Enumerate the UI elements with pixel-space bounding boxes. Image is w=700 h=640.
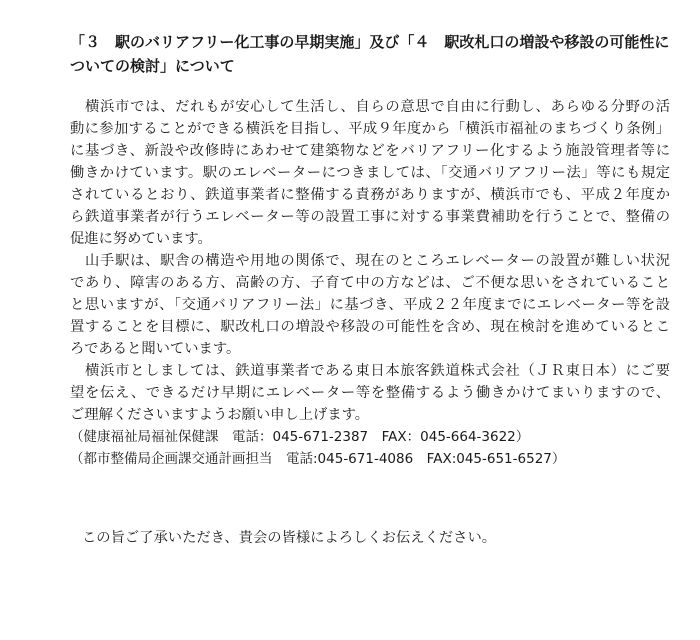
section-heading (70, 30, 670, 78)
paragraph-2-line-2: であり、障害のある方、高齢の方、子育て中の方などは、ご不便な思いをされていること (70, 275, 670, 291)
paragraph-1-line-7: 促進に努めています。 (70, 231, 212, 247)
paragraph-3-line-1: 横浜市としましては、鉄道事業者である東日本旅客鉄道株式会社（ＪＲ東日本）にご要 (70, 363, 670, 379)
paragraph-1-line-4: 働きかけています。駅のエレベーターにつきましては、「交通バリアフリー法」等にも規定 (70, 165, 670, 181)
paragraph-2-line-4: 置することを目標に、駅改札口の増設や移設の可能性を含め、現在検討を進めているとこ (70, 319, 670, 335)
paragraph-2-line-1: 山手駅は、駅舎の構造や用地の関係で、現在のところエレベーターの設置が難しい状況 (70, 253, 670, 269)
contact-health-welfare: （健康福祉局福祉保健課 電話：045-671-2387 FAX：045-664-3622） (70, 429, 530, 445)
closing-sentence: この旨ご了承いただき、貴会の皆様によろしくお伝えください。 (82, 530, 497, 546)
paragraph-3-line-2: 望を伝え、できるだけ早期にエレベーター等を整備するよう働きかけてまいりますので、 (70, 385, 670, 401)
heading-line-2: ついての検討」について (70, 57, 235, 75)
heading-line-1: 「３ 駅のバリアフリー化工事の早期実施」及び「４ 駅改札口の増設や移設の可能性に (70, 33, 670, 51)
paragraph-2-line-3: と思いますが、「交通バリアフリー法」に基づき、平成２２年度までにエレベーター等を設 (70, 297, 670, 313)
paragraph-1-line-6: ら鉄道事業者が行うエレベーター等の設置工事に対する事業費補助を行うことで、整備の (70, 209, 670, 225)
contact-urban-planning: （都市整備局企画課交通計画担当 電話:045-671-4086 FAX:045-651-6527） (70, 451, 566, 467)
paragraph-1-line-2: 動に参加することができる横浜を目指し、平成９年度から「横浜市福祉のまちづくり条例」 (70, 121, 670, 137)
paragraph-1-line-1: 横浜市では、だれもが安心して生活し、自らの意思で自由に行動し、あらゆる分野の活 (70, 99, 670, 115)
paragraph-3-line-3: ご理解くださいますようお願い申し上げます。 (70, 407, 370, 423)
paragraph-2-line-5: ろであると聞いています。 (70, 341, 241, 357)
paragraph-1-line-5: されているとおり、鉄道事業者に整備する責務がありますが、横浜市でも、平成２年度か (70, 187, 670, 203)
paragraph-1-line-3: に基づき、新設や改修時にあわせて建築物などをバリアフリー化するよう施設管理者等に (70, 143, 670, 159)
